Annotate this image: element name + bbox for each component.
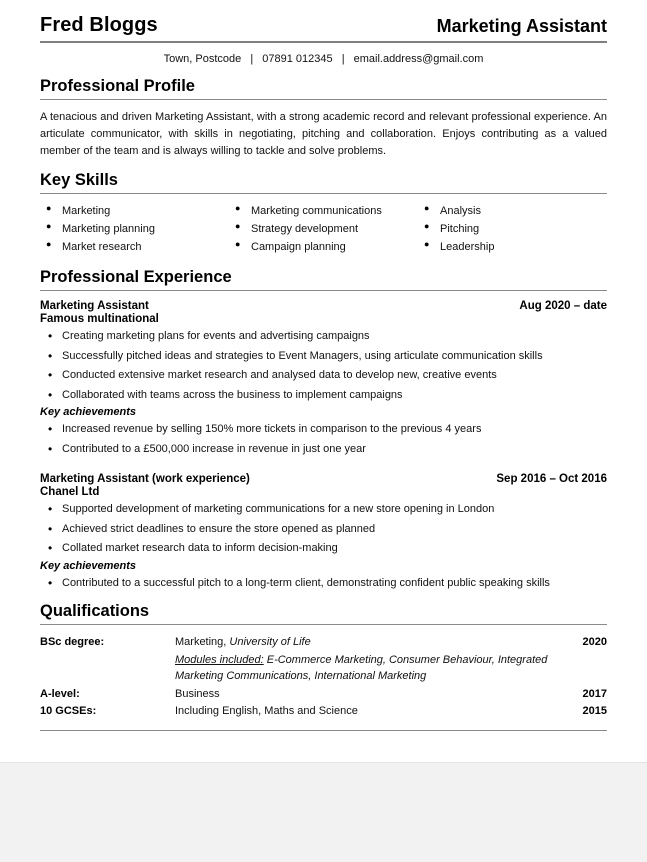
qualification-year: 2020 (582, 636, 607, 649)
contact-phone: 07891 012345 (262, 53, 333, 65)
candidate-job-title: Marketing Assistant (436, 16, 607, 36)
experience-job-title: Marketing Assistant (work experience) (40, 473, 250, 486)
achievement-bullet: • Increased revenue by selling 150% more tickets in comparison to the previous 4 years (40, 421, 607, 438)
modules-list: E-Commerce Marketing, Consumer Behaviour, Integrated Marketing Communications, International Marketing (175, 653, 548, 683)
qualification-label: A-level: (40, 687, 80, 700)
contact-separator-1: | (250, 53, 254, 65)
qualification-year: 2017 (582, 687, 607, 700)
experience-spacer (40, 461, 607, 473)
section-title-profile: Professional Profile (40, 77, 195, 95)
experience-bullet: • Successfully pitched ideas and strategies to Event Managers, using articulate communication skills (40, 348, 607, 365)
qualification-label-spacer (40, 652, 175, 685)
section-heading-wrap-qualifications (40, 602, 607, 625)
experience-job-dates: Sep 2016 – Oct 2016 (496, 473, 607, 486)
qualification-subject: Marketing, (175, 636, 227, 649)
qualification-subject: Including English, Maths and Science (175, 705, 358, 718)
section-heading-wrap-profile (40, 77, 607, 100)
achievement-bullet: • Contributed to a successful pitch to a long-term client, demonstrating confident public speaking skills (40, 575, 607, 592)
experience-job-title: Marketing Assistant (40, 300, 149, 313)
experience-bullet: • Supported development of marketing communications for a new store opening in London (40, 501, 607, 518)
qualification-year-spacer (565, 652, 607, 685)
qualification-label: 10 GCSEs: (40, 705, 97, 718)
experience-achievements (40, 575, 607, 592)
experience-bullet: • Collaborated with teams across the business to implement campaigns (40, 387, 607, 404)
skill-item: ● Analysis (418, 203, 599, 220)
section-title-experience: Professional Experience (40, 268, 232, 287)
qualification-institution: University of Life (229, 636, 311, 649)
qualification-subject: Business (175, 687, 220, 700)
modules-included-label: Modules included: (175, 653, 264, 666)
profile-paragraph: A tenacious and driven Marketing Assistant, with a strong academic record and relevant professional experience. An articulate communicator, with skills in negotiating, pitching and collaboration. Enjoys contributing as a valued member of the team and is always willing to tackle and solve problems. (40, 111, 607, 158)
experience-bullet: • Conducted extensive market research and analysed data to develop new, creative events (40, 367, 607, 384)
qualification-detail (175, 634, 565, 651)
resume-header (40, 14, 607, 43)
section-professional-experience (40, 268, 607, 591)
contact-location: Town, Postcode (163, 53, 242, 65)
experience-bullet: • Collated market research data to inform decision-making (40, 540, 607, 557)
section-heading-wrap-skills (40, 171, 607, 194)
section-qualifications (40, 602, 607, 731)
experience-company: Chanel Ltd (40, 486, 100, 499)
section-title-skills: Key Skills (40, 171, 118, 190)
section-heading-wrap-experience (40, 268, 607, 291)
qualification-detail (175, 686, 565, 703)
contact-separator-2: | (341, 53, 345, 65)
qualification-detail (175, 703, 565, 720)
qualification-row (40, 686, 607, 703)
skills-column-1 (40, 203, 229, 257)
key-achievements-label: Key achievements (40, 406, 136, 419)
candidate-name: Fred Bloggs (40, 14, 158, 36)
skill-item: ● Campaign planning (229, 239, 410, 256)
qualifications-bottom-rule (40, 730, 607, 731)
qualification-year: 2015 (582, 705, 607, 718)
skill-item: ● Strategy development (229, 221, 410, 238)
section-key-skills (40, 171, 607, 257)
experience-entry-header (40, 473, 607, 485)
experience-bullet: • Achieved strict deadlines to ensure the store opened as planned (40, 521, 607, 538)
contact-line (40, 43, 607, 77)
skill-item: ● Market research (40, 239, 221, 256)
section-professional-profile (40, 77, 607, 160)
qualification-row (40, 703, 607, 720)
qualification-modules-row (40, 652, 607, 685)
skill-item: ● Pitching (418, 221, 599, 238)
skills-column-2 (229, 203, 418, 257)
skill-item: ● Leadership (418, 239, 599, 256)
key-achievements-label: Key achievements (40, 559, 136, 572)
skill-item: ● Marketing (40, 203, 221, 220)
achievement-bullet: • Contributed to a £500,000 increase in revenue in just one year (40, 441, 607, 458)
experience-company: Famous multinational (40, 313, 159, 326)
experience-entry-header (40, 300, 607, 312)
section-title-qualifications: Qualifications (40, 602, 150, 621)
experience-bullet: • Creating marketing plans for events and advertising campaigns (40, 328, 607, 345)
contact-email[interactable]: email.address@gmail.com (353, 53, 484, 65)
qualification-row (40, 634, 607, 651)
qualification-label: BSc degree: (40, 636, 105, 649)
skills-columns (40, 203, 607, 257)
experience-bullets (40, 328, 607, 403)
experience-entry (40, 473, 607, 591)
experience-achievements (40, 421, 607, 457)
page-bottom-strip (0, 762, 647, 862)
qualification-modules (175, 652, 565, 685)
skill-item: ● Marketing communications (229, 203, 410, 220)
experience-bullets (40, 501, 607, 557)
skills-column-3 (418, 203, 607, 257)
experience-entry (40, 300, 607, 457)
experience-job-dates: Aug 2020 – date (519, 300, 607, 313)
skill-item: ● Marketing planning (40, 221, 221, 238)
